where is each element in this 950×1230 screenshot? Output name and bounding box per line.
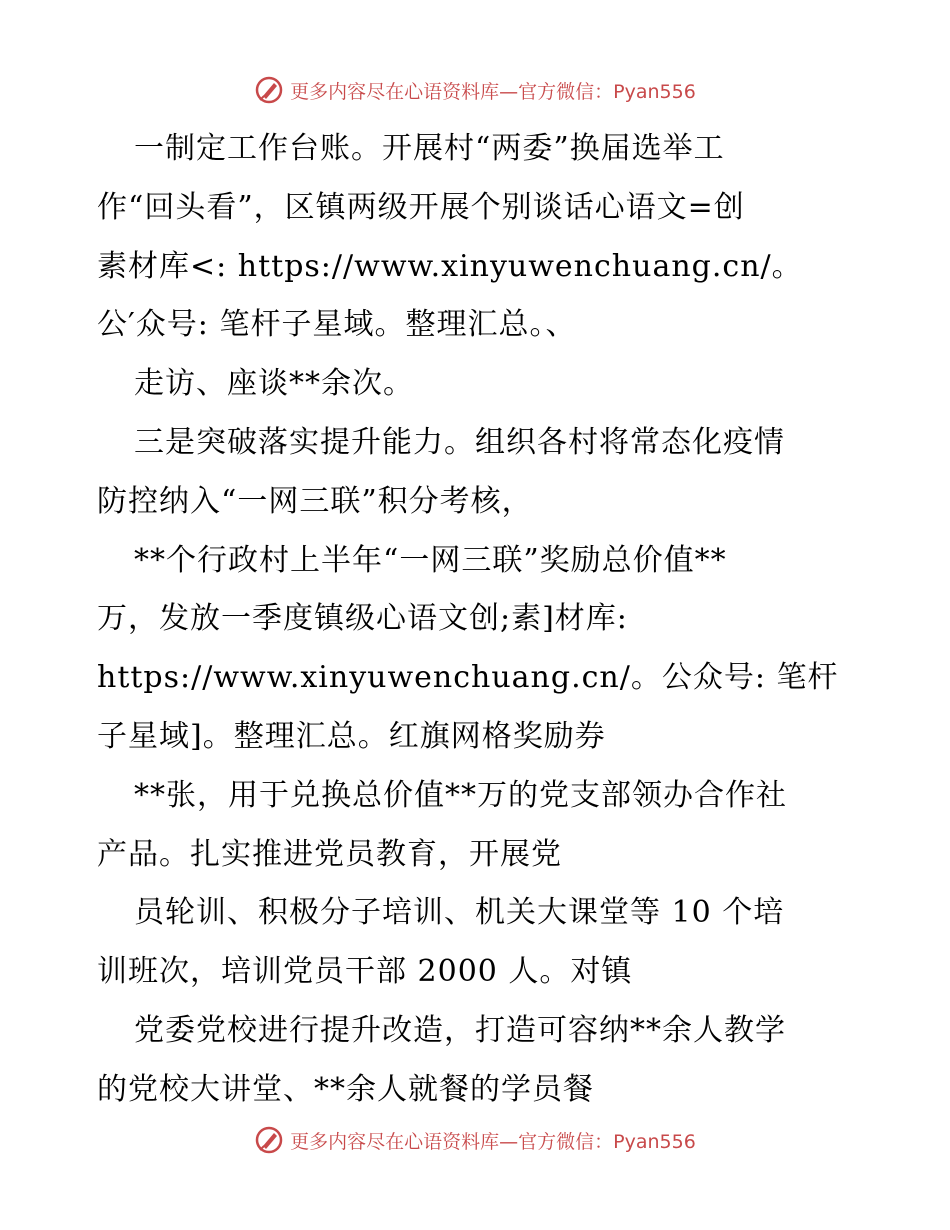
body-line-5: 走访、座谈**余次。 <box>134 366 414 402</box>
body-line-12: **张，用于兑换总价值**万的党支部领办合作社 <box>134 777 787 813</box>
body-line-11: 子星域]。整理汇总。红旗网格奖励券 <box>97 718 606 754</box>
header-watermark-text: 更多内容尽在心语资料库—官方微信：Pyan556 <box>290 80 696 103</box>
document-body <box>97 120 857 1120</box>
body-line-16: 党委党校进行提升改造，打造可容纳**余人教学 <box>134 1012 786 1048</box>
body-line-8: **个行政村上半年“一网三联”奖励总价值** <box>134 542 727 578</box>
body-line-15: 训班次，培训党员干部 2000 人。对镇 <box>97 954 633 990</box>
body-line-2: 作“回头看”，区镇两级开展个别谈话心语文=创 <box>97 189 745 225</box>
body-line-14: 员轮训、积极分子培训、机关大课堂等 10 个培 <box>134 895 785 931</box>
body-line-3: 素材库<: https://www.xinyuwenchuang.cn/。 <box>97 248 803 284</box>
body-line-13: 产品。扎实推进党员教育，开展党 <box>97 836 562 872</box>
body-line-7: 防控纳入“一网三联”积分考核， <box>97 483 533 519</box>
body-line-6: 三是突破落实提升能力。组织各村将常态化疫情 <box>134 424 785 460</box>
body-line-9: 万，发放一季度镇级心语文创;素]材库: <box>97 601 628 637</box>
pen-seal-logo-icon <box>254 1125 284 1155</box>
footer-watermark <box>0 1120 950 1160</box>
header-watermark <box>0 70 950 110</box>
body-line-4: 公′众号: 笔杆子星域。整理汇总。、 <box>97 307 577 343</box>
body-line-10: https://www.xinyuwenchuang.cn/。公众号: 笔杆 <box>97 660 839 696</box>
body-line-1: 一制定工作台账。开展村“两委”换届选举工 <box>134 131 725 166</box>
footer-watermark-text: 更多内容尽在心语资料库—官方微信：Pyan556 <box>290 1130 696 1153</box>
body-line-17: 的党校大讲堂、**余人就餐的学员餐 <box>97 1071 594 1107</box>
pen-seal-logo-icon <box>254 75 284 105</box>
